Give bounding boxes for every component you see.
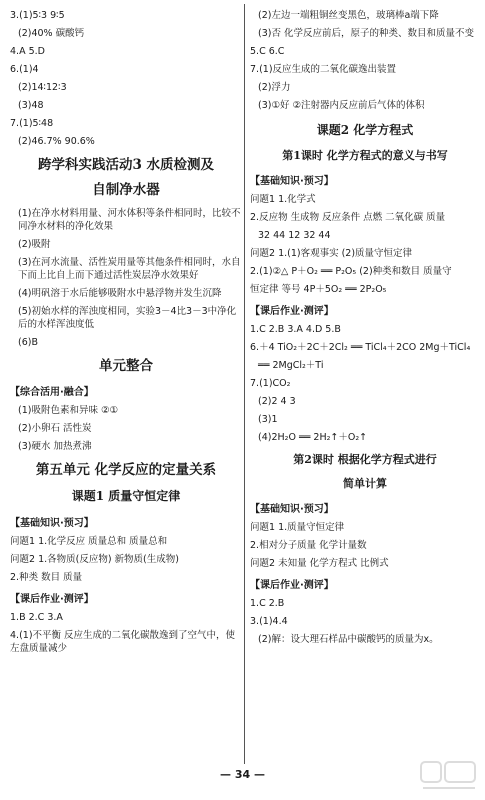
right-line-32: (2)解：设大理石样品中碳酸钙的质量为x。	[258, 634, 439, 645]
left-line-29: 4.(1)不平衡 反应生成的二氧化碳散逸到了空气中，使左盘质量减少	[10, 630, 236, 654]
right-line-18: ══ 2MgCl₂＋Ti	[258, 360, 324, 371]
left-line-22: 课题1 质量守恒定律	[71, 489, 181, 503]
right-line-13: 2.(1)②△ P＋O₂ ══ P₂O₅ (2)种类和数目 质量守	[250, 266, 452, 277]
left-line-27: 【课后作业·测评】	[10, 594, 94, 605]
left-line-15: (6)B	[18, 337, 38, 348]
right-line-1: (3)否 化学反应前后，原子的种类、数目和质量不变	[258, 28, 474, 39]
right-line-5: (3)①好 ②注射器内反应前后气体的体积	[258, 100, 425, 111]
left-line-19: (2)小卵石 活性炭	[18, 423, 92, 434]
left-line-5: (3)48	[18, 100, 44, 111]
right-column	[250, 4, 480, 651]
left-line-13: (4)明矾溶于水后能够吸附水中悬浮物并发生沉降	[18, 288, 222, 299]
right-line-9: 问题1 1.化学式	[250, 194, 316, 205]
left-line-11: (2)吸附	[18, 239, 51, 250]
right-line-14: 恒定律 等号 4P＋5O₂ ══ 2P₂O₅	[250, 284, 387, 295]
right-line-3: 7.(1)反应生成的二氧化碳逸出装置	[250, 64, 397, 75]
left-line-17: 【综合活用·融合】	[10, 387, 94, 398]
watermark-logo	[419, 758, 479, 794]
left-line-23: 【基础知识·预习】	[10, 518, 94, 529]
left-line-8: 跨学科实践活动3 水质检测及	[37, 157, 215, 173]
left-line-10: (1)在净水材料用量、河水体积等条件相同时，比较不同净水材料的净化效果	[18, 208, 241, 232]
left-line-20: (3)硬水 加热煮沸	[18, 441, 92, 452]
right-line-28: 问题2 未知量 化学方程式 比例式	[250, 558, 389, 569]
right-line-4: (2)浮力	[258, 82, 291, 93]
left-line-16: 单元整合	[99, 358, 153, 374]
right-line-30: 1.C 2.B	[250, 598, 285, 609]
left-column	[10, 4, 242, 660]
right-line-25: 【基础知识·预习】	[250, 504, 334, 515]
right-line-19: 7.(1)CO₂	[250, 378, 291, 389]
right-line-22: (4)2H₂O ══ 2H₂↑＋O₂↑	[258, 432, 368, 443]
left-line-24: 问题1 1.化学反应 质量总和 质量总和	[10, 536, 168, 547]
right-line-17: 6.＋4 TiO₂＋2C＋2Cl₂ ══ TiCl₄＋2CO 2Mg＋TiCl₄	[250, 342, 471, 353]
right-line-12: 问题2 1.(1)客观事实 (2)质量守恒定律	[250, 248, 413, 259]
left-line-7: (2)46.7% 90.6%	[18, 136, 95, 147]
right-line-21: (3)1	[258, 414, 278, 425]
right-line-26: 问题1 1.质量守恒定律	[250, 522, 345, 533]
right-line-31: 3.(1)4.4	[250, 616, 288, 627]
left-line-3: 6.(1)4	[10, 64, 39, 75]
left-line-26: 2.种类 数目 质量	[10, 572, 83, 583]
right-line-24: 简单计算	[343, 477, 387, 490]
right-line-20: (2)2 4 3	[258, 396, 296, 407]
right-line-23: 第2课时 根据化学方程式进行	[293, 453, 437, 466]
left-line-28: 1.B 2.C 3.A	[10, 612, 63, 623]
right-line-16: 1.C 2.B 3.A 4.D 5.B	[250, 324, 341, 335]
right-line-27: 2.相对分子质量 化学计量数	[250, 540, 367, 551]
right-line-11: 32 44 12 32 44	[258, 230, 331, 241]
left-line-0: 3.(1)5∶3 9∶5	[10, 10, 65, 21]
left-line-25: 问题2 1.各物质(反应物) 新物质(生成物)	[10, 554, 179, 565]
left-line-18: (1)吸附色素和异味 ②①	[18, 405, 119, 416]
right-line-15: 【课后作业·测评】	[250, 306, 334, 317]
right-line-29: 【课后作业·测评】	[250, 580, 334, 591]
column-divider	[244, 4, 245, 764]
left-line-9: 自制净水器	[92, 182, 160, 198]
right-line-0: (2)左边一端粗铜丝变黑色，玻璃棒a端下降	[258, 10, 439, 21]
right-line-6: 课题2 化学方程式	[316, 123, 414, 137]
right-line-8: 【基础知识·预习】	[250, 176, 334, 187]
right-line-10: 2.反应物 生成物 反应条件 点燃 二氧化碳 质量	[250, 212, 446, 223]
left-line-1: (2)40% 碳酸钙	[18, 28, 85, 39]
left-line-14: (5)初始水样的浑浊度相同，实验3－4比3－3中净化后的水样浑浊度低	[18, 306, 237, 330]
page-number: — 34 —	[220, 768, 265, 781]
left-line-2: 4.A 5.D	[10, 46, 45, 57]
left-line-6: 7.(1)5∶48	[10, 118, 54, 129]
left-line-4: (2)14∶12∶3	[18, 82, 67, 93]
right-line-2: 5.C 6.C	[250, 46, 285, 57]
left-line-21: 第五单元 化学反应的定量关系	[35, 462, 217, 478]
left-line-12: (3)在河水流量、活性炭用量等其他条件相同时，水自下而上比自上而下通过活性炭层净水效果好	[18, 257, 241, 281]
right-line-7: 第1课时 化学方程式的意义与书写	[282, 149, 448, 162]
